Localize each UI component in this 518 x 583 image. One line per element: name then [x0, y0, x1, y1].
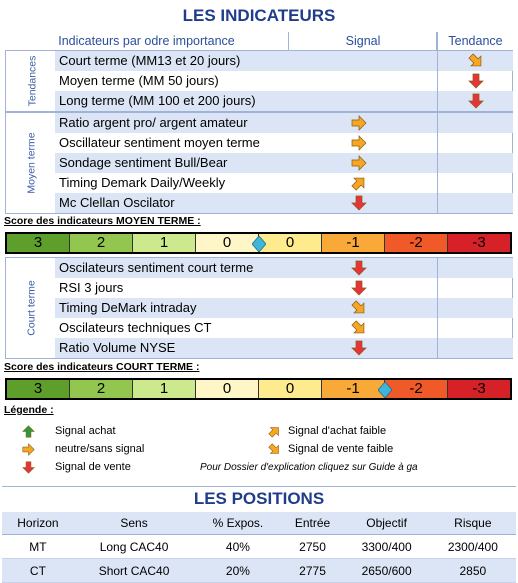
score-cell: 0	[196, 234, 259, 252]
positions-header-cell: % Expos.	[194, 512, 281, 535]
header-tendance: Tendance	[436, 32, 514, 50]
positions-header-cell: Horizon	[2, 512, 74, 535]
score-cell: 1	[133, 380, 196, 398]
indicator-label: RSI 3 jours	[59, 280, 124, 295]
arrow-up-right-icon	[268, 425, 281, 438]
score-cell: -3	[448, 234, 510, 252]
col-divider	[437, 32, 438, 214]
score-marker-icon	[252, 236, 266, 250]
score-cell: 0	[259, 234, 322, 252]
indicator-label: Sondage sentiment Bull/Bear	[59, 155, 228, 170]
positions-cell: 2300/400	[430, 535, 516, 559]
arrow-down-icon	[351, 195, 367, 211]
score-cell: 0	[259, 380, 322, 398]
arrow-right-icon	[351, 135, 367, 151]
legend-label: neutre/sans signal	[55, 443, 145, 455]
header-signal: Signal	[288, 32, 437, 50]
positions-cell: 3300/400	[343, 535, 429, 559]
score-cell: 2	[70, 380, 133, 398]
positions-cell: Long CAC40	[74, 535, 194, 559]
arrow-right-icon	[351, 115, 367, 131]
arrow-down-right-icon	[268, 443, 281, 456]
positions-header-cell: Entrée	[282, 512, 344, 535]
indicator-row	[55, 278, 513, 298]
indicator-label: Oscilateurs sentiment court terme	[59, 260, 254, 275]
positions-table	[2, 512, 516, 583]
indicator-label: Ratio Volume NYSE	[59, 340, 176, 355]
score-cell: -2	[385, 234, 448, 252]
score-cell: 1	[133, 234, 196, 252]
indicator-label: Ratio argent pro/ argent amateur	[59, 115, 248, 130]
indicator-row	[55, 153, 513, 173]
score-cell: 3	[7, 234, 70, 252]
positions-cell: MT	[2, 535, 74, 559]
group-label-moyen: Moyen terme	[26, 132, 38, 194]
indicator-row	[55, 298, 513, 318]
score-cell: -1	[322, 234, 385, 252]
indicator-label: Moyen terme (MM 50 jours)	[59, 73, 219, 88]
positions-cell: Short CAC40	[74, 559, 194, 583]
indicator-row	[55, 193, 513, 213]
positions-header-cell: Sens	[74, 512, 194, 535]
arrow-down-icon	[468, 93, 484, 109]
indicator-row	[55, 51, 513, 71]
indicator-row	[55, 338, 513, 358]
arrow-down-right-icon	[468, 53, 484, 69]
legend-label: Signal de vente	[55, 461, 131, 473]
positions-title: LES POSITIONS	[2, 486, 516, 511]
indicator-label: Mc Clellan Oscilator	[59, 195, 175, 210]
indicator-row	[55, 318, 513, 338]
indicator-label: Timing DeMark intraday	[59, 300, 197, 315]
indicator-label: Oscilateurs techniques CT	[59, 320, 212, 335]
indicator-row	[55, 113, 513, 133]
indicator-label: Oscillateur sentiment moyen terme	[59, 135, 260, 150]
arrow-up-icon	[22, 425, 35, 438]
group-label-court: Court terme	[26, 280, 38, 336]
positions-cell: CT	[2, 559, 74, 583]
score-cell: 0	[196, 380, 259, 398]
arrow-down-icon	[351, 260, 367, 276]
positions-cell: 40%	[194, 535, 281, 559]
arrow-right-icon	[22, 443, 35, 456]
positions-row	[2, 535, 516, 559]
score-cell: -1	[322, 380, 385, 398]
arrow-down-icon	[22, 461, 35, 474]
indicator-row	[55, 71, 513, 91]
score-cell: 3	[7, 380, 70, 398]
indicator-label: Court terme (MM13 et 20 jours)	[59, 53, 241, 68]
legend-label: Signal de vente faible	[288, 443, 394, 455]
positions-cell: 2850	[430, 559, 516, 583]
header-indicators: Indicateurs par odre importance	[58, 34, 235, 48]
guide-note[interactable]: Pour Dossier d'explication cliquez sur Guide à ga	[200, 462, 418, 473]
col-divider	[437, 257, 438, 359]
positions-header-cell: Risque	[430, 512, 516, 535]
arrow-down-icon	[468, 73, 484, 89]
arrow-down-right-icon	[351, 320, 367, 336]
score-court-scale	[5, 378, 512, 400]
score-cell: -2	[385, 380, 448, 398]
arrow-down-icon	[351, 280, 367, 296]
positions-cell: 2650/600	[343, 559, 429, 583]
legend-label: Signal achat	[55, 425, 116, 437]
indicator-label: Timing Demark Daily/Weekly	[59, 175, 226, 190]
indicator-row	[55, 91, 513, 111]
score-cell: -3	[448, 380, 510, 398]
group-label-tendances: Tendances	[26, 55, 39, 107]
indicator-row	[55, 133, 513, 153]
positions-cell: 2775	[282, 559, 344, 583]
positions-cell: 20%	[194, 559, 281, 583]
indicator-label: Long terme (MM 100 et 200 jours)	[59, 93, 256, 108]
legend-label: Signal d'achat faible	[288, 425, 387, 437]
arrow-down-icon	[351, 340, 367, 356]
legend-title: Légende :	[4, 404, 54, 416]
score-moyen-scale	[5, 232, 512, 254]
positions-cell: 2750	[282, 535, 344, 559]
score-cell: 2	[70, 234, 133, 252]
positions-header-cell: Objectif	[343, 512, 429, 535]
score-marker-icon	[378, 382, 392, 396]
arrow-down-right-icon	[351, 300, 367, 316]
arrow-up-right-icon	[351, 175, 367, 191]
positions-row	[2, 559, 516, 583]
arrow-right-icon	[351, 155, 367, 171]
indicators-title: LES INDICATEURS	[182, 6, 336, 25]
score-moyen-title: Score des indicateurs MOYEN TERME :	[4, 215, 201, 227]
score-court-title: Score des indicateurs COURT TERME :	[4, 361, 200, 373]
indicator-row	[55, 173, 513, 193]
indicator-row	[55, 258, 513, 278]
